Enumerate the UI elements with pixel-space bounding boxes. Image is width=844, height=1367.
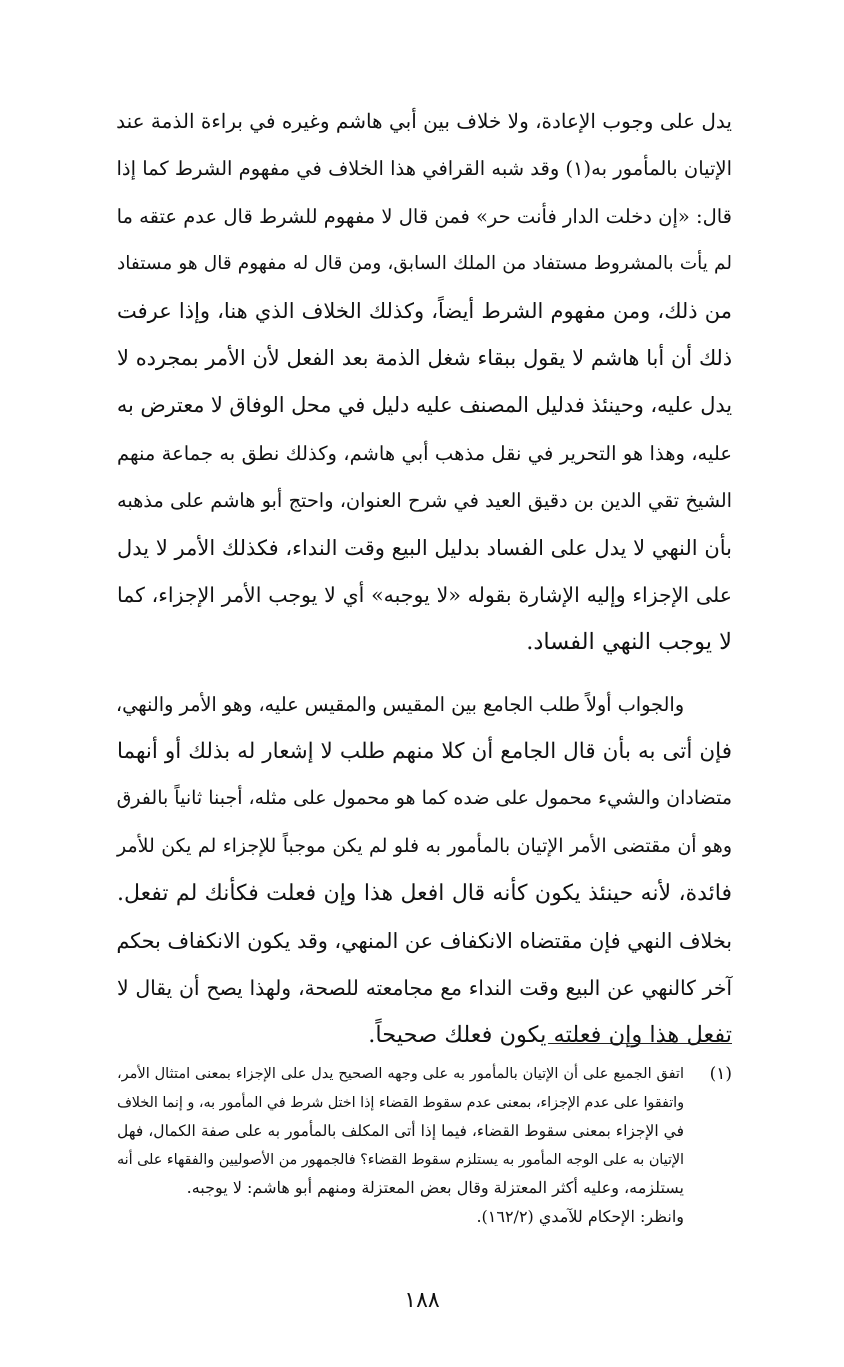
paragraph-1	[117, 98, 732, 667]
text-line: فائدة، لأنه حينئذ يكون كأنه قال افعل هذا وإن فعلت فكأنك لم تفعل.	[117, 881, 732, 907]
text-line: قال: «إن دخلت الدار فأنت حر» فمن قال لا مفهوم للشرط قال عدم عتقه ما	[116, 204, 732, 228]
text-line: لم يأت بالمشروط مستفاد من الملك السابق، ومن قال له مفهوم قال هو مستفاد	[117, 253, 732, 275]
footnote-line: وانظر: الإحكام للآمدي (١٦٢/٢).	[476, 1206, 684, 1226]
footnote-line: الإتيان به على الوجه المأمور به يستلزم سقوط القضاء؟ فالجمهور من الأصوليين والفقهاء على أنه	[117, 1151, 684, 1168]
text-line: بأن النهي لا يدل على الفساد بدليل البيع وقت النداء، فكذلك الأمر لا يدل	[117, 535, 732, 560]
text-line: على الإجزاء وإليه الإشارة بقوله «لا يوجبه» أي لا يوجب الأمر الإجزاء، كما	[117, 582, 732, 607]
paragraph-gap	[117, 667, 732, 681]
footnote-line: اتفق الجميع على أن الإتيان بالمأمور به على وجهه الصحيح يدل على الإجزاء بمعنى امتثال الأمر،	[117, 1066, 684, 1082]
page-number: ١٨٨	[404, 1288, 440, 1313]
text-line: فإن أتى به بأن قال الجامع أن كلا منهم طلب لا إشعار له بذلك أو أنهما	[117, 739, 732, 765]
footnote-marker: (١)	[709, 1064, 732, 1084]
footnote	[117, 1060, 732, 1231]
text-line: يدل عليه، وحينئذ فدليل المصنف عليه دليل في محل الوفاق لا معترض به	[116, 393, 732, 418]
text-line: بخلاف النهي فإن مقتضاه الانكفاف عن المنهي، وقد يكون الانكفاف بحكم	[116, 928, 732, 953]
text-line: لا يوجب النهي الفساد.	[526, 629, 732, 656]
text-line: وهو أن مقتضى الأمر الإتيان بالمأمور به فلو لم يكن موجباً للإجزاء لم يكن للأمر	[117, 834, 732, 857]
footnote-body	[117, 1060, 684, 1231]
text-line: من ذلك، ومن مفهوم الشرط أيضاً، وكذلك الخلاف الذي هنا، وإذا عرفت	[117, 298, 732, 323]
main-text	[117, 98, 732, 1060]
text-line: ذلك أن أبا هاشم لا يقول ببقاء شغل الذمة بعد الفعل لأن الأمر بمجرده لا	[117, 345, 732, 370]
text-line: الشيخ تقي الدين بن دقيق العيد في شرح العنوان، واحتج أبو هاشم على مذهبه	[117, 489, 732, 513]
text-line: تفعل هذا وإن فعلته يكون فعلك صحيحاً.	[368, 1022, 732, 1049]
text-line: عليه، وهذا هو التحرير في نقل مذهب أبي هاشم، وكذلك نطق به جماعة منهم	[117, 441, 732, 465]
text-line: آخر كالنهي عن البيع وقت النداء مع مجامعته للصحة، ولهذا يصح أن يقال لا	[117, 976, 732, 1001]
footnote-line: في الإجزاء بمعنى سقوط القضاء، فيما إذا أتى المكلف بالمأمور به على صفة الكمال، فهل	[117, 1122, 684, 1140]
paragraph-2	[117, 681, 732, 1060]
footnote-line: واتفقوا على عدم الإجزاء، بمعنى عدم سقوط القضاء إذا اختل شرط في المأمور به، و إنما الخلاف	[117, 1094, 684, 1111]
footnote-line: يستلزمه، وعليه أكثر المعتزلة وقال بعض المعتزلة ومنهم أبو هاشم: لا يوجبه.	[186, 1178, 684, 1197]
text-line: والجواب أولاً طلب الجامع بين المقيس والمقيس عليه، وهو الأمر والنهي،	[115, 692, 684, 716]
text-line: الإتيان بالمأمور به(١) وقد شبه القرافي هذا الخلاف في مفهوم الشرط كما إذا	[116, 157, 732, 181]
text-line: يدل على وجوب الإعادة، ولا خلاف بين أبي هاشم وغيره في براءة الذمة عند	[116, 109, 732, 133]
footnote-separator	[548, 1043, 732, 1044]
text-line: متضادان والشيء محمول على ضده كما هو محمول على مثله، أجبنا ثانياً بالفرق	[116, 787, 732, 810]
